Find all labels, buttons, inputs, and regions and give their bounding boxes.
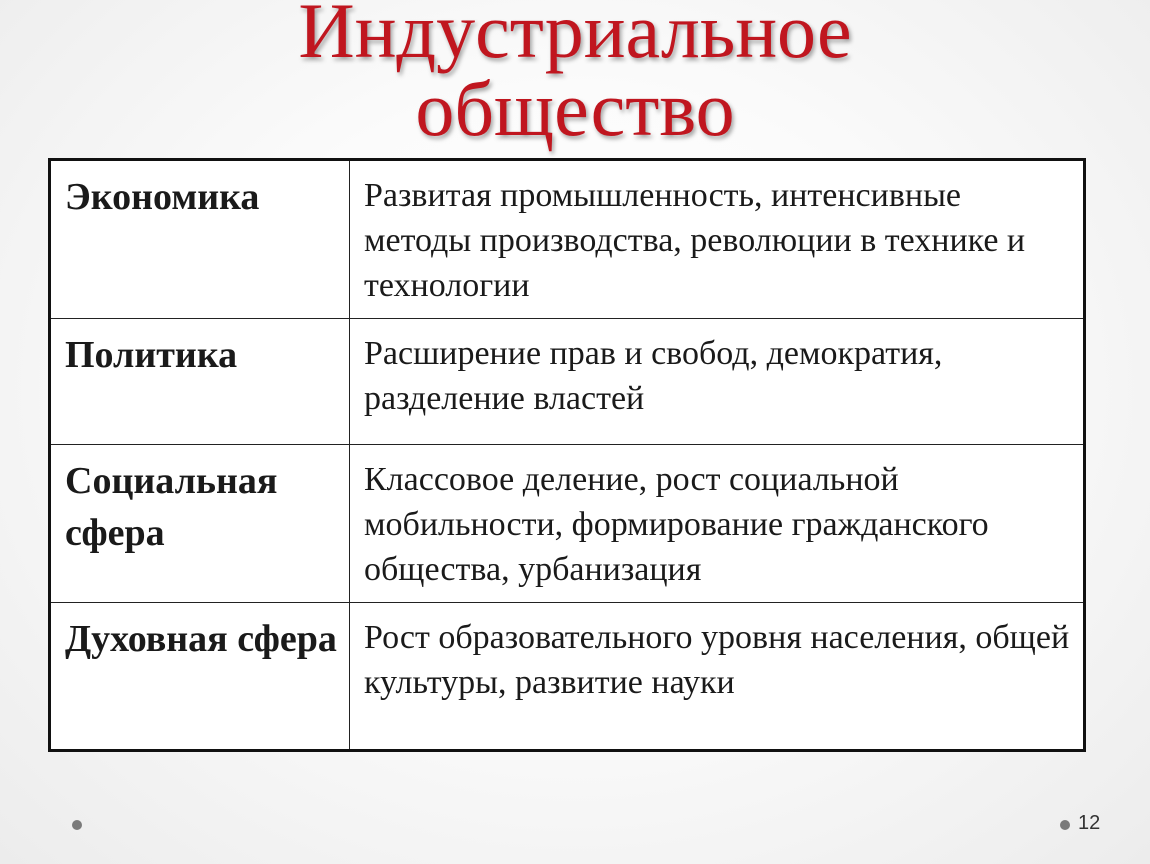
row-description: Рост образовательного уровня населения, общей культуры, развитие науки: [350, 603, 1085, 751]
table-row: [50, 603, 1085, 751]
row-description: Развитая промышленность, интенсивные методы производства, революции в технике и технологии: [350, 160, 1085, 319]
table-row: [50, 160, 1085, 319]
slide-title-line-2: общество: [415, 65, 735, 152]
left-decorative-dot-icon: [72, 820, 82, 830]
table-row: [50, 445, 1085, 603]
table-row: [50, 319, 1085, 445]
slide-title-line-1: Индустриальное: [298, 0, 852, 74]
row-label: Духовная сфера: [50, 603, 350, 751]
right-decorative-dot-icon: [1060, 820, 1070, 830]
row-label: Социальная сфера: [50, 445, 350, 603]
slide-title: [0, 0, 1150, 152]
row-description: Классовое деление, рост социальной мобильности, формирование гражданского общества, урбанизация: [350, 445, 1085, 603]
society-characteristics-table: [48, 158, 1086, 752]
row-description: Расширение прав и свобод, демократия, разделение властей: [350, 319, 1085, 445]
page-number: 12: [1078, 812, 1101, 834]
row-label: Политика: [50, 319, 350, 445]
row-label: Экономика: [50, 160, 350, 319]
